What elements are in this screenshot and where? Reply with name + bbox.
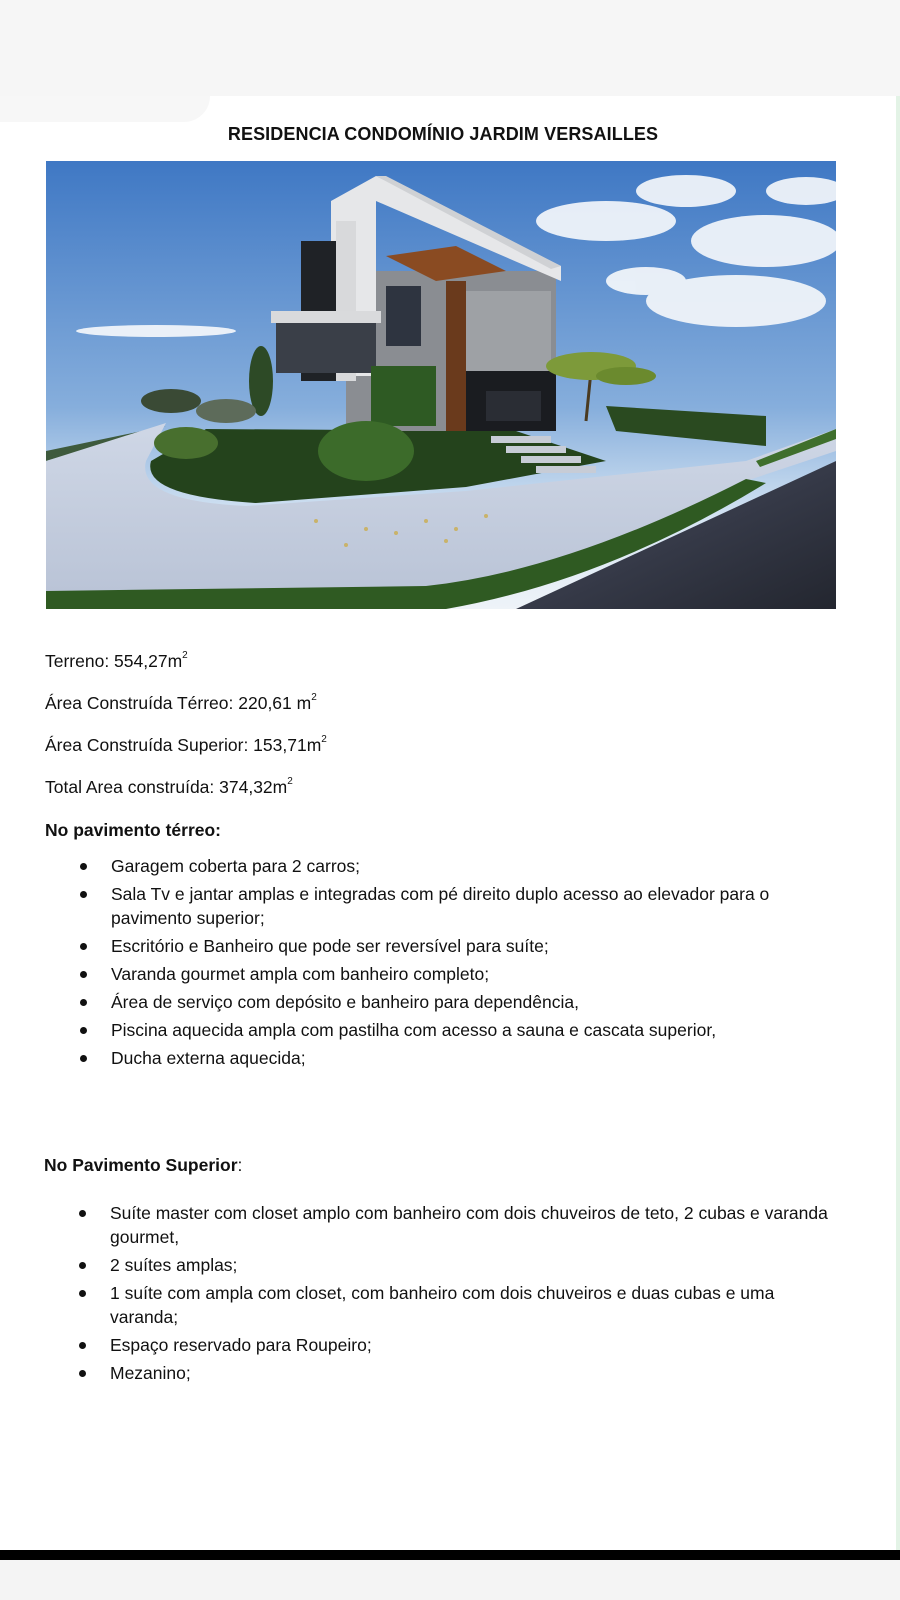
bullet-icon — [80, 971, 87, 978]
spec-area-terreo: Área Construída Térreo: 220,61 $m^2$ — [45, 692, 317, 713]
bullet-icon — [79, 1342, 86, 1349]
page-right-edge — [896, 96, 900, 1550]
list-item: Suíte master com closet amplo com banheiro com dois chuveiros de teto, 2 cubas e varanda gourmet, — [110, 1201, 832, 1249]
list-item: Espaço reservado para Roupeiro; — [110, 1333, 832, 1357]
bullet-icon — [79, 1210, 86, 1217]
top-margin — [0, 0, 900, 98]
list-item: Varanda gourmet ampla com banheiro completo; — [111, 962, 831, 986]
list-item: Garagem coberta para 2 carros; — [111, 854, 831, 878]
bullet-icon — [79, 1290, 86, 1297]
bullet-icon — [79, 1370, 86, 1377]
house-render-illustration — [46, 161, 836, 609]
bottom-margin — [0, 1560, 900, 1600]
spec-area-total: Total Area construída: $374,32m^2$ — [45, 776, 293, 797]
page-bottom-border — [0, 1550, 900, 1560]
list-item: Sala Tv e jantar amplas e integradas com pé direito duplo acesso ao elevador para o pavimento superior; — [111, 882, 831, 930]
list-item: 2 suítes amplas; — [110, 1253, 832, 1277]
bullet-icon — [80, 891, 87, 898]
ground-floor-list — [111, 854, 831, 1070]
spec-terreno: Terreno: $554,27m^2$ — [45, 650, 188, 671]
list-item: Escritório e Banheiro que pode ser reversível para suíte; — [111, 934, 831, 958]
upper-floor-list — [110, 1201, 832, 1385]
list-item: Piscina aquecida ampla com pastilha com acesso a sauna e cascata superior, — [111, 1018, 831, 1042]
bullet-icon — [80, 943, 87, 950]
bullet-icon — [80, 1055, 87, 1062]
document-title: RESIDENCIA CONDOMÍNIO JARDIM VERSAILLES — [227, 124, 659, 144]
list-item: 1 suíte com ampla com closet, com banheiro com dois chuveiros e duas cubas e uma varanda; — [110, 1281, 832, 1329]
bullet-icon — [80, 863, 87, 870]
house-render-image — [46, 161, 836, 609]
bullet-icon — [79, 1262, 86, 1269]
bullet-icon — [80, 1027, 87, 1034]
page-curl — [0, 96, 210, 122]
list-item: Ducha externa aquecida; — [111, 1046, 831, 1070]
upper-floor-heading: No Pavimento Superior: — [44, 1155, 243, 1175]
spec-area-superior: Área Construída Superior: $153,71m^2$ — [45, 734, 327, 755]
list-item: Mezanino; — [110, 1361, 832, 1385]
ground-floor-heading: No pavimento térreo: — [45, 820, 221, 840]
list-item: Área de serviço com depósito e banheiro para dependência, — [111, 990, 831, 1014]
bullet-icon — [80, 999, 87, 1006]
